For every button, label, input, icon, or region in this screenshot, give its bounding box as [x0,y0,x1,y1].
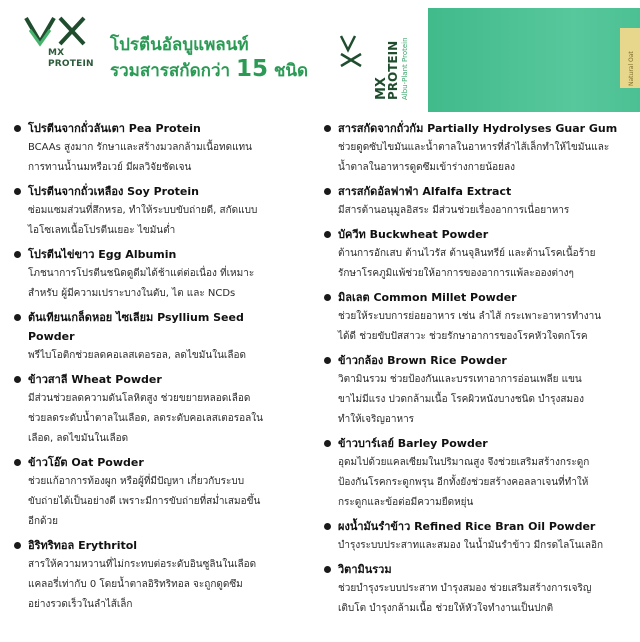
list-item [320,119,618,178]
package-brand-protein: PROTEIN [386,40,400,100]
item-desc-line: มีสารต้านอนุมูลอิสระ มีส่วนช่วยเรื่องอาการเนื่อยาหาร [338,205,570,216]
item-desc-line: ขับถ่ายได้เป็นอย่างดี เพราะมีการขับถ่ายที่สม่ำเสมอขึ้น [28,496,261,507]
list-item [320,225,618,284]
package-tag [620,28,640,88]
item-desc-line: พรีไบโอติกช่วยลดคอเลสเตอรอล, ลดไขมันในเลือด [28,350,246,361]
item-desc-line: รักษาโรคภูมิแพ้ช่วยให้อาการของอาการแพ้ละอองต่างๆ [338,268,574,279]
item-desc-line: BCAAs สูงมาก รักษาและสร้างมวลกล้ามเนื้อทดแทน [28,142,252,153]
title-suffix: ชนิด [273,61,309,81]
item-desc-line: ไอโซเลทเนื้อโปรตีนเยอะ ไขมันต่ำ [28,225,176,236]
item-title: ข้าวโอ๊ต Oat Powder [28,456,144,469]
list-item [10,536,308,615]
package-mx-icon [339,34,365,68]
product-package [333,8,640,112]
item-desc-line: เลือด, ลดไขมันในเลือด [28,433,129,444]
logo-text-protein: PROTEIN [48,59,94,69]
package-label [333,8,428,112]
package-subtitle: Albu-Plant Protein [401,37,409,100]
right-column [320,119,618,623]
bullet [14,125,21,132]
item-desc-line: ช่วยบำรุงระบบประสาท บำรุงสมอง ช่วยเสริมสร้างการเจริญ [338,583,592,594]
bullet [324,231,331,238]
item-desc-line: ป้องกันโรคกระดูกพรุน อีกทั้งยังช่วยสร้างคอลลาเจนที่ทำให้ [338,477,589,488]
item-desc-line: ซ่อมแซมส่วนที่สึกหรอ, ทำให้ระบบขับถ่ายดี, สกัดแบบ [28,205,258,216]
title-line-2 [110,56,325,84]
list-item [10,119,308,178]
item-desc-line: ขาไม่มีแรง ปวดกล้ามเนื้อ โรคผิวหนังบางชนิด บำรุงสมอง [338,394,584,405]
item-desc-line: ช่วยแก้อาการท้องผูก หรือผู้ที่มีปัญหา เกี่ยวกับระบบ [28,476,245,487]
bullet [324,523,331,530]
item-title: มิลเลต Common Millet Powder [338,291,517,304]
item-title: ข้าวบาร์เลย์ Barley Powder [338,437,488,450]
bullet [324,566,331,573]
item-desc-line: เติบโต บำรุงกล้ามเนื้อ ช่วยให้หัวใจทำงานเป็นปกติ [338,603,554,614]
bullet [324,357,331,364]
item-desc-line: ช่วยให้ระบบการย่อยอาหาร เช่น ลำไส้ กระเพาะอาหารทำงาน [338,311,602,322]
list-item [10,370,308,449]
brand-logo [22,14,92,76]
item-title: ต้นเทียนเกล็ดหอย ไซเลียม Psyllium Seed [28,311,244,324]
item-title: บัควีท Buckwheat Powder [338,228,489,241]
bullet [324,294,331,301]
item-title: สารสกัดอัลฟาฟ่า Alfalfa Extract [338,185,512,198]
page-title [110,34,325,84]
item-title: สารสกัดจากถั่วกัม Partially Hydrolyses Guar Gum [338,122,618,135]
bullet [14,314,21,321]
item-desc-line: อุดมไปด้วยแคลเซียมในปริมาณสูง จึงช่วยเสริมสร้างกระดูก [338,457,590,468]
bullet [14,188,21,195]
item-desc-line: ทำให้เจริญอาหาร [338,414,415,425]
list-item [320,182,618,221]
item-title: โปรตีนไข่ขาว Egg Albumin [28,248,177,261]
bullet [14,251,21,258]
title-number: 15 [235,56,268,82]
bullet [324,125,331,132]
item-title-cont: Powder [28,330,75,343]
item-desc-line: อีกด้วย [28,516,59,527]
bullet [14,376,21,383]
item-title: โปรตีนจากถั่วเหลือง Soy Protein [28,185,199,198]
title-prefix: รวมสารสกัดกว่า [110,61,231,81]
item-title: ข้าวกล้อง Brown Rice Powder [338,354,507,367]
item-desc-line: กระดูกและข้อต่อมีความยืดหยุ่น [338,497,474,508]
title-line-1: โปรตีนอัลบูแพลนท์ [110,35,249,55]
bullet [324,440,331,447]
list-item [320,288,618,347]
list-item [320,434,618,513]
bullet [14,459,21,466]
bullet [324,188,331,195]
left-column [10,119,308,619]
bullet [14,542,21,549]
logo-text-mx: MX [48,48,65,58]
item-desc-line: มีส่วนช่วยลดความดันโลหิตสูง ช่วยขยายหลอดเลือด [28,393,251,404]
item-desc-line: วิตามินรวม ช่วยป้องกันและบรรเทาอาการอ่อนเพลีย แขน [338,374,582,385]
item-title: อิริทริทอล Erythritol [28,539,138,552]
list-item [10,453,308,532]
item-desc-line: น้ำตาลในอาหารดูดซึมเข้าร่างกายน้อยลง [338,162,515,173]
list-item [10,182,308,241]
list-item [320,517,618,556]
list-item [320,351,618,430]
package-band [413,8,640,112]
item-desc-line: ต้านการอักเสบ ต้านไวรัส ต้านจุลินทรีย์ และต้านโรคเนื้อร้าย [338,248,596,259]
item-desc-line: อย่างรวดเร็วในลำไส้เล็ก [28,599,133,610]
item-desc-line: ช่วยดูดซับไขมันและน้ำตาลในอาหารที่ลำไส้เล็กทำให้ไขมันและ [338,142,610,153]
package-brand-mx: MX [374,77,389,100]
item-title: ข้าวสาลี Wheat Powder [28,373,162,386]
package-vertical-text [373,30,433,110]
list-item [10,245,308,304]
item-desc-line: โภชนาการโปรตีนชนิดดูดีมได้ช้าแต่ต่อเนื่อง ที่เหมาะ [28,268,255,279]
item-title: โปรตีนจากถั่วลันเตา Pea Protein [28,122,201,135]
package-tag-text: Natural Oat [628,51,635,86]
item-desc-line: สำหรับ ผู้มีความเปราะบางในตับ, ไต และ NCDs [28,288,236,299]
list-item [320,560,618,619]
item-desc-line: ช่วยลดระดับน้ำตาลในเลือด, ลดระดับคอเลสเตอรอลใน [28,413,263,424]
logo-text [48,48,94,70]
item-title: วิตามินรวม [338,563,392,576]
item-desc-line: แคลอรี่เท่ากับ 0 โดยน้ำตาลอิริทริทอล จะถูกดูดซึม [28,579,243,590]
item-desc-line: บำรุงระบบประสาทและสมอง ในน้ำมันรำข้าว มีกรดไลโนเลอิก [338,540,604,551]
item-desc-line: การทานน้ำนมหรือเวย์ มีผลวิจัยชัดเจน [28,162,192,173]
item-desc-line: สารให้ความหวานที่ไม่กระทบต่อระดับอินซูลินในเลือด [28,559,257,570]
item-desc-line: ได้ดี ช่วยขับปัสสาวะ ช่วยรักษาอาการของโรคหัวใจตกโรค [338,331,588,342]
item-title: ผงน้ำมันรำข้าว Refined Rice Bran Oil Powder [338,520,596,533]
list-item [10,308,308,366]
